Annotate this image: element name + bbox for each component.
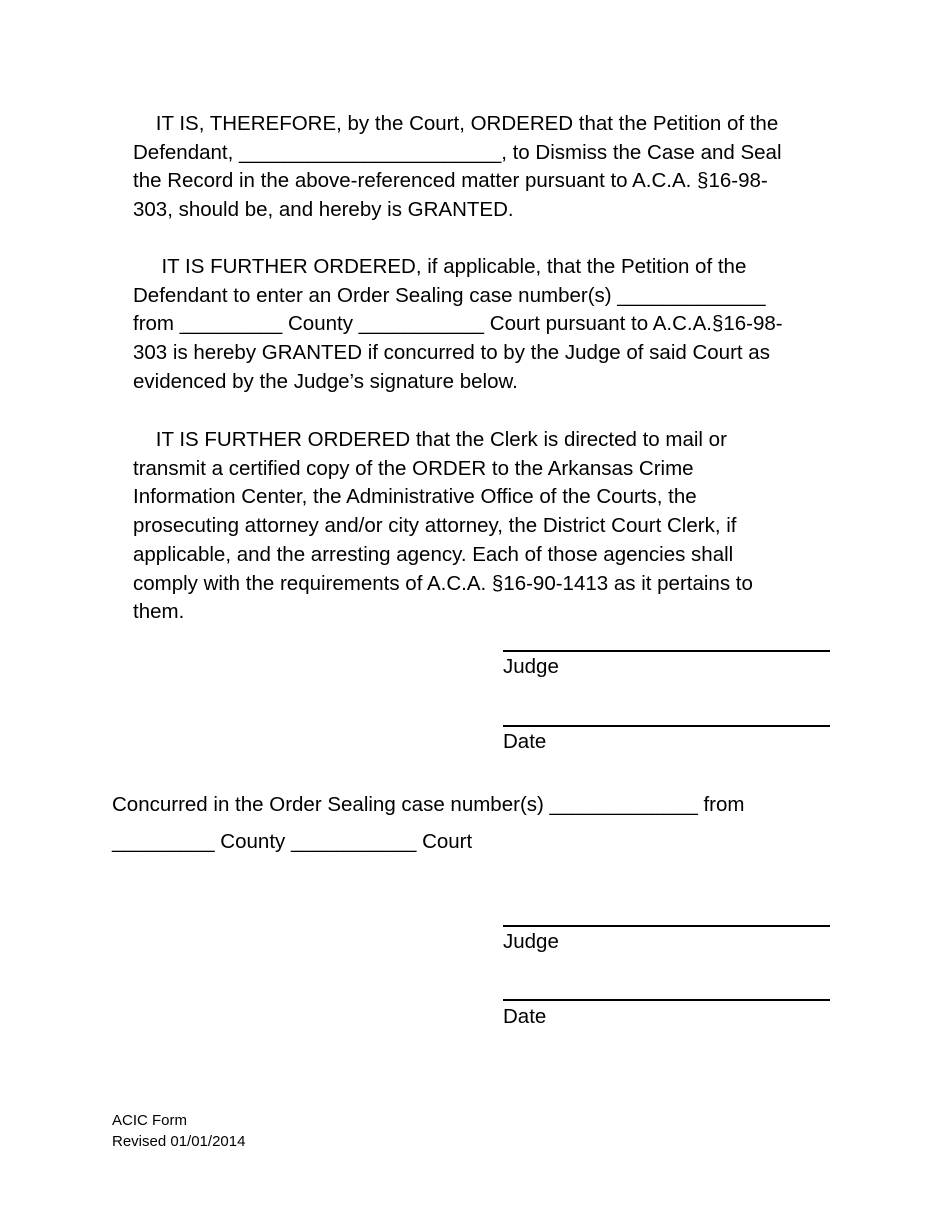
paragraph-line: Concurred in the Order Sealing case number(s) _____________ from xyxy=(112,793,745,816)
judge-label: Judge xyxy=(503,655,559,678)
paragraph-line: prosecuting attorney and/or city attorney, the District Court Clerk, if xyxy=(133,514,737,538)
paragraph-line: transmit a certified copy of the ORDER to the Arkansas Crime xyxy=(133,456,694,480)
paragraph-line: applicable, and the arresting agency. Each of those agencies shall xyxy=(133,542,734,566)
judge-signature-line xyxy=(503,650,830,652)
order-paragraph xyxy=(133,110,833,225)
paragraph-line: evidenced by the Judge’s signature below. xyxy=(133,369,518,393)
paragraph-line: IT IS, THEREFORE, by the Court, ORDERED that the Petition of the xyxy=(133,112,779,135)
concurring-judge-label: Judge xyxy=(503,930,559,953)
paragraph-line: Defendant, _______________________, to Dismiss the Case and Seal xyxy=(133,140,782,164)
paragraph-line: IT IS FURTHER ORDERED, if applicable, that the Petition of the xyxy=(133,255,747,278)
paragraph-line: from _________ County ___________ Court pursuant to A.C.A.§16-98- xyxy=(133,312,783,336)
paragraph-line: Information Center, the Administrative Office of the Courts, the xyxy=(133,485,697,509)
form-revision: Revised 01/01/2014 xyxy=(112,1133,246,1150)
form-footer xyxy=(112,1110,245,1152)
further-order-paragraph xyxy=(133,253,833,397)
paragraph-line: IT IS FURTHER ORDERED that the Clerk is directed to mail or xyxy=(133,428,727,451)
concurrence-paragraph xyxy=(112,786,832,860)
date-label: Date xyxy=(503,730,547,753)
concurring-date-label: Date xyxy=(503,1005,547,1028)
paragraph-line: 303 is hereby GRANTED if concurred to by the Judge of said Court as xyxy=(133,341,770,365)
concurring-date-signature-line xyxy=(503,999,830,1001)
paragraph-line: the Record in the above-referenced matter pursuant to A.C.A. §16-98- xyxy=(133,169,768,193)
form-name: ACIC Form xyxy=(112,1112,187,1129)
paragraph-line: Defendant to enter an Order Sealing case number(s) _____________ xyxy=(133,283,766,307)
date-signature-line xyxy=(503,725,830,727)
paragraph-line: 303, should be, and hereby is GRANTED. xyxy=(133,198,514,222)
concurring-judge-signature-line xyxy=(503,925,830,927)
clerk-paragraph xyxy=(133,426,833,627)
paragraph-line: _________ County ___________ Court xyxy=(112,830,473,853)
paragraph-line: comply with the requirements of A.C.A. §16-90-1413 as it pertains to xyxy=(133,571,753,595)
paragraph-line: them. xyxy=(133,600,185,624)
